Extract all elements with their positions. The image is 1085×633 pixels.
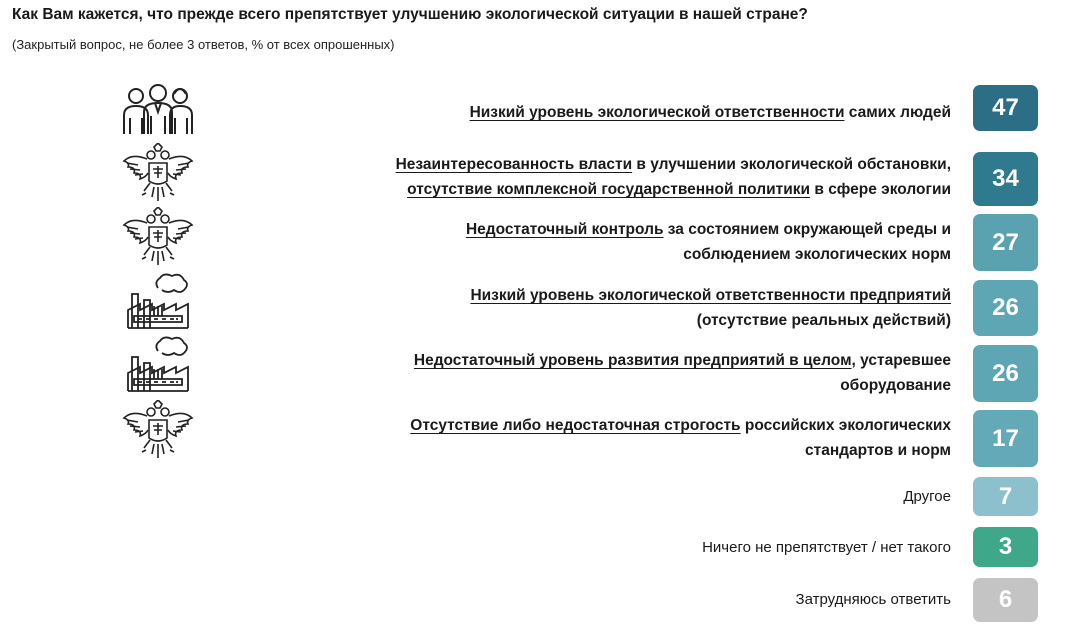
label-text: самих людей: [844, 104, 951, 121]
category-label: [414, 348, 951, 398]
category-label: [796, 587, 951, 612]
label-emphasis: Незаинтересованность власти: [395, 156, 633, 173]
eagle-emblem-icon: [118, 400, 198, 460]
label-emphasis: отсутствие комплексной государственной политики: [407, 181, 811, 198]
label-text: стандартов и норм: [804, 442, 951, 459]
label-emphasis: Недостаточный контроль: [465, 221, 664, 238]
factory-icon: [118, 272, 198, 332]
label-emphasis: Низкий уровень экологической ответственности предприятий: [470, 287, 951, 304]
category-label: [470, 283, 951, 333]
label-text: в улучшении экологической обстановки,: [632, 156, 951, 173]
people-icon: [118, 82, 198, 142]
category-label: [396, 152, 951, 202]
label-text: , устаревшее: [851, 352, 951, 369]
eagle-emblem-icon: [118, 207, 198, 267]
label-text: Ничего не препятствует / нет такого: [702, 539, 951, 556]
value-badge: 26: [973, 345, 1038, 402]
label-emphasis: Недостаточный уровень развития предприятий в целом: [413, 352, 852, 369]
label-text: Другое: [903, 488, 951, 505]
chart-title: Как Вам кажется, что прежде всего препятствует улучшению экологической ситуации в нашей стране?: [12, 6, 808, 23]
category-label: [466, 217, 951, 267]
category-label: [410, 413, 951, 463]
category-label: [702, 535, 951, 560]
label-text: российских экологических: [740, 417, 951, 434]
eagle-emblem-icon: [118, 143, 198, 203]
label-text: оборудование: [840, 377, 951, 394]
category-label: [470, 100, 951, 125]
value-badge: 7: [973, 477, 1038, 516]
value-badge: 17: [973, 410, 1038, 467]
value-badge: 26: [973, 280, 1038, 336]
value-badge: 34: [973, 152, 1038, 206]
label-text: в сфере экологии: [810, 181, 951, 198]
factory-icon: [118, 335, 198, 395]
label-text: Затрудняюсь ответить: [795, 591, 951, 608]
label-emphasis: Низкий уровень экологической ответственности: [469, 104, 845, 121]
label-emphasis: Отсутствие либо недостаточная строгость: [410, 417, 741, 434]
category-label: [903, 484, 951, 509]
label-text: за состоянием окружающей среды и: [663, 221, 951, 238]
value-badge: 47: [973, 85, 1038, 131]
label-text: (отсутствие реальных действий): [696, 312, 951, 329]
value-badge: 6: [973, 578, 1038, 622]
label-text: соблюдением экологических норм: [683, 246, 951, 263]
chart-subtitle: (Закрытый вопрос, не более 3 ответов, % от всех опрошенных): [12, 37, 395, 52]
value-badge: 3: [973, 527, 1038, 567]
value-badge: 27: [973, 214, 1038, 271]
